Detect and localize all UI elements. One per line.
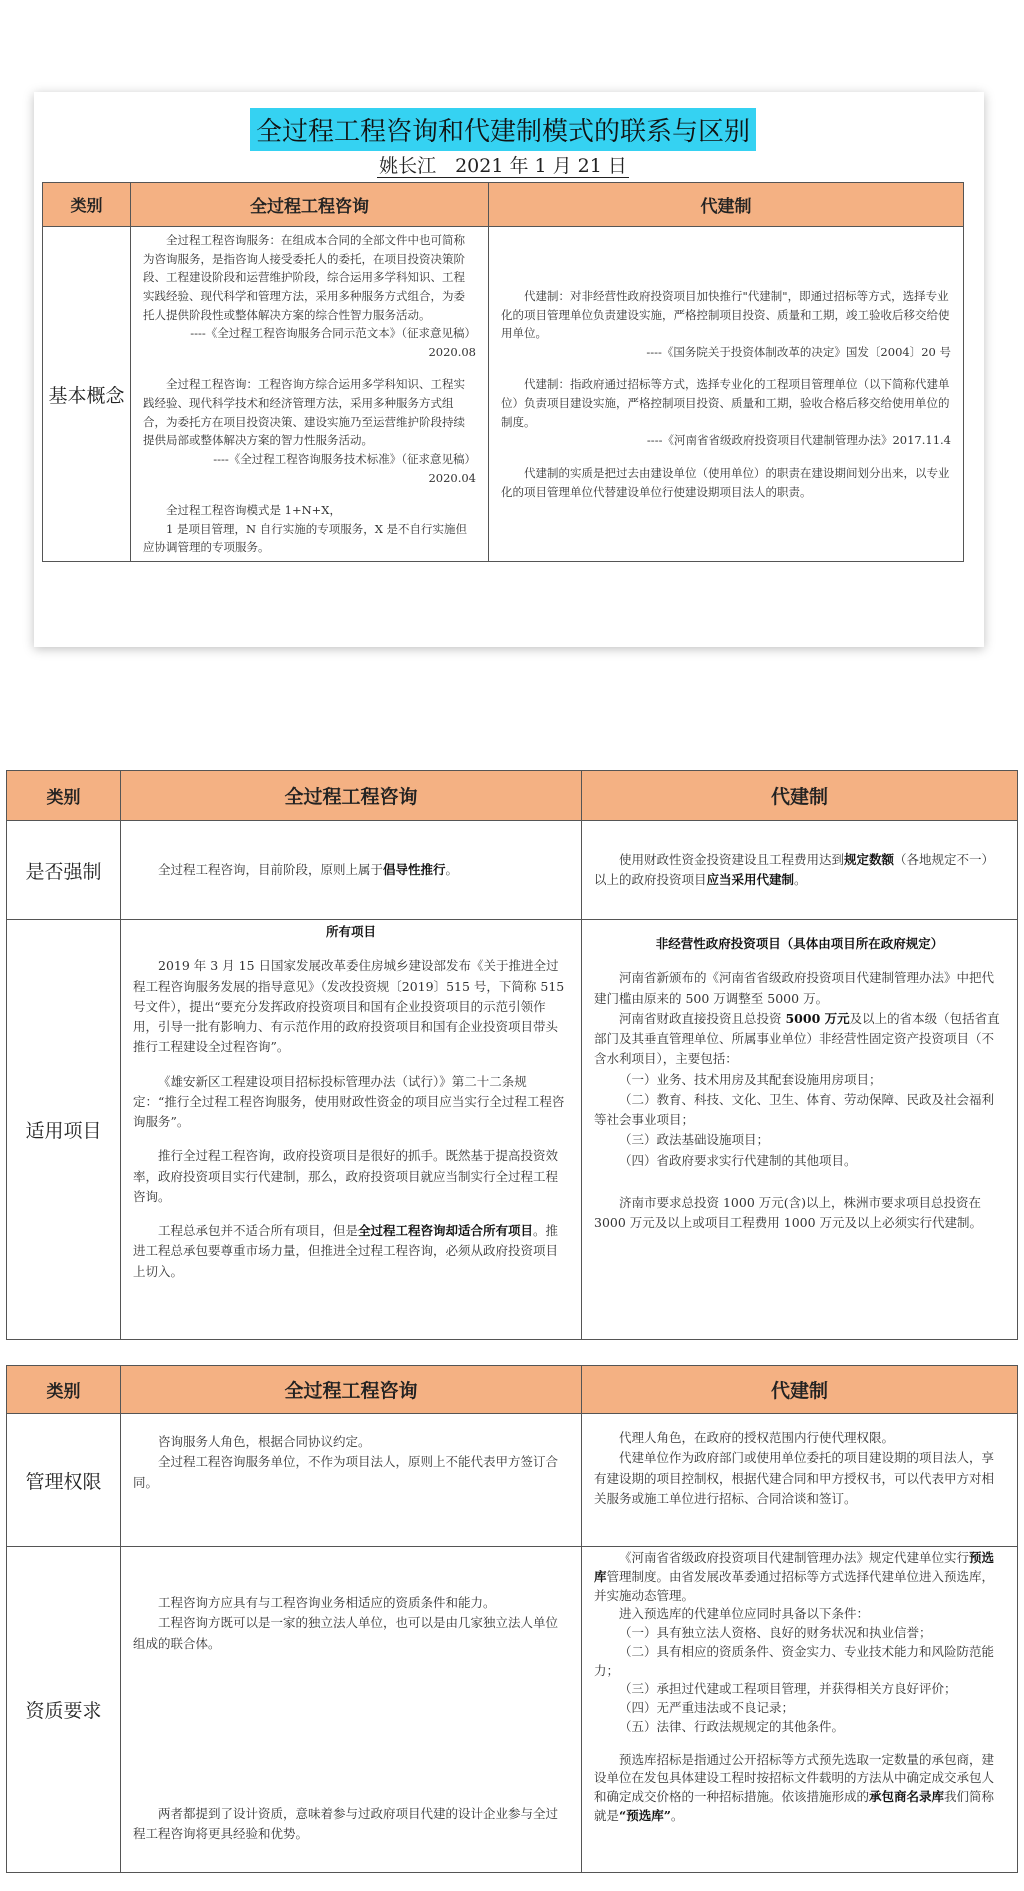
bold-text: 承包商名录库: [869, 1789, 945, 1804]
scope-agent: [582, 920, 1018, 1340]
list-item: （一）业务、技术用房及其配套设施用房项目；: [619, 1071, 882, 1087]
paragraph: 代建制：对非经营性政府投资项目加快推行"代建制"，即通过招标等方式，选择专业化的项目管理单位负责建设实施，严格控制项目投资、质量和工期，竣工验收后移交给使用单位。: [501, 288, 950, 341]
text: 及以上的省本级（包括省直部门及其垂直管理单位、所属事业单位）非经营性固定资产投资项目（不含水利项目），主要包括：: [594, 1010, 1000, 1067]
header-consulting: 全过程工程咨询: [121, 1366, 582, 1414]
basic-concept-consulting: [131, 227, 489, 562]
bold-text: “预选库”: [619, 1807, 671, 1823]
paragraph: 进入预选库的代建单位应同时具备以下条件：: [619, 1606, 870, 1622]
list-item: （五）法律、行政法规规定的其他条件。: [619, 1718, 845, 1734]
comparison-table-3: [6, 1365, 1018, 1873]
text: 。推进工程总承包要尊重市场力量，但推进全过程工程咨询，必须从政府投资项目上切入。: [133, 1223, 559, 1279]
text: 河南省财政直接投资且总投资: [619, 1010, 786, 1026]
table-row: [43, 227, 964, 562]
table-row: [7, 1414, 1018, 1547]
authority-agent: [582, 1414, 1018, 1547]
text: 管理制度。由省发展改革委通过招标等方式选择代建单位进入预选库，并实施动态管理。: [594, 1568, 995, 1603]
list-item: （三）政法基础设施项目；: [619, 1132, 770, 1148]
category-qualification: 资质要求: [7, 1547, 121, 1873]
document-title: 全过程工程咨询和代建制模式的联系与区别: [250, 108, 756, 151]
text: 。: [445, 861, 459, 877]
mandatory-agent: [582, 821, 1018, 920]
header-category: 类别: [43, 183, 131, 227]
paragraph: 全过程工程咨询模式是 1+N+X，: [166, 503, 341, 518]
paragraph: 全过程工程咨询：工程咨询方综合运用多学科知识、工程实践经验、现代科学技术和经济管理方法，采用多种服务方式组合，为委托方在项目投资决策、建设实施乃至运营维护阶段持续提供局部或整体解决方案的智力性服务活动。: [143, 377, 465, 448]
mandatory-consulting: [121, 821, 582, 920]
header-consulting: 全过程工程咨询: [121, 771, 582, 821]
header-category: 类别: [7, 1366, 121, 1414]
list-item: （三）承担过代建或工程项目管理，并获得相关方良好评价；: [619, 1681, 957, 1697]
citation: ----《国务院关于投资体制改革的决定》国发〔2004〕20 号: [646, 344, 951, 359]
header-row: [43, 183, 964, 227]
list-item: （一）具有独立法人资格、良好的财务状况和执业信誉；: [619, 1625, 932, 1640]
list-item: （二）教育、科技、文化、卫生、体育、劳动保障、民政及社会福利等社会事业项目；: [594, 1091, 995, 1127]
text: 全过程工程咨询，目前阶段，原则上属于: [158, 861, 384, 877]
text: （各地规定不一）以上的政府投资项目: [594, 851, 995, 887]
citation: ----《河南省省级政府投资项目代建制管理办法》2017.11.4: [646, 433, 951, 448]
text: 。: [794, 872, 807, 887]
category-basic-concept: 基本概念: [43, 227, 131, 562]
panel-authority-qualification: [6, 1365, 1018, 1873]
category-authority: 管理权限: [7, 1414, 121, 1547]
citation: ----《全过程工程咨询服务技术标准》（征求意见稿）2020.04: [213, 451, 476, 485]
text: 。: [670, 1807, 684, 1823]
header-row: [7, 1366, 1018, 1414]
table-row: [7, 1547, 1018, 1873]
paragraph: 工程咨询方应具有与工程咨询业务相适应的资质条件和能力。: [158, 1595, 496, 1610]
author-date: 姚长江 2021 年 1 月 21 日: [379, 155, 627, 177]
text: 《河南省省级政府投资项目代建制管理办法》规定代建单位实行: [619, 1550, 970, 1565]
scope-consulting: [121, 920, 582, 1340]
bold-text: 预选库: [594, 1550, 995, 1584]
paragraph: 代建单位作为政府部门或使用单位委托的项目建设期的项目法人，享有建设期的项目控制权，根据代建合同和甲方授权书，可以代表甲方对相关服务或施工单位进行招标、合同洽谈和签订。: [594, 1450, 995, 1506]
comparison-table-1: [42, 182, 964, 562]
authority-consulting: [121, 1414, 582, 1547]
category-mandatory: 是否强制: [7, 821, 121, 920]
text: 预选库招标是指通过公开招标等方式预先选取一定数量的承包商，建设单位在发包具体建设工程时按招标文件载明的方法从中确定成交承包人和确定成交价格的一种招标措施。依该措施形成的: [594, 1751, 995, 1804]
paragraph: 《雄安新区工程建设项目招标投标管理办法（试行）》第二十二条规定：“推行全过程工程咨询服务，使用财政性资金的项目应当实行全过程工程咨询服务”。: [133, 1073, 565, 1129]
text: 使用财政性资金投资建设且工程费用达到: [619, 851, 845, 867]
table-row: [7, 821, 1018, 920]
comparison-table-2: [6, 770, 1018, 1340]
bold-text: 全过程工程咨询却适合所有项目: [358, 1223, 534, 1238]
text: 工程总承包并不适合所有项目，但是: [158, 1223, 359, 1238]
list-item: （四）省政府要求实行代建制的其他项目。: [619, 1152, 857, 1168]
qualification-agent: [582, 1547, 1018, 1873]
paragraph: 2019 年 3 月 15 日国家发展改革委住房城乡建设部发布《关于推进全过程工程咨询服务发展的指导意见》（发改投资规〔2019〕515 号，下简称 515 号文件），提出“要充分发挥政府投资项目和国有企业投资项目的示范引领作用，引导一批有影响力、有示范作用的政府投资项目和国有企业投资项目带头推行工程建设全过程咨询”。: [133, 958, 565, 1055]
paragraph: 两者都提到了设计资质，意味着参与过政府项目代建的设计企业参与全过程工程咨询将更具经验和优势。: [133, 1805, 559, 1841]
scope-left-title: 所有项目: [325, 924, 376, 939]
list-item: （二）具有相应的资质条件、资金实力、专业技术能力和风险防范能力；: [594, 1643, 995, 1678]
bold-text: 倡导性推行: [383, 861, 446, 877]
paragraph: 咨询服务人角色，根据合同协议约定。: [158, 1434, 371, 1449]
bold-text: 规定数额: [844, 851, 895, 867]
scope-right-title: 非经营性政府投资项目（具体由项目所在政府规定）: [655, 936, 944, 951]
list-item: （四）无严重违法或不良记录；: [619, 1700, 795, 1715]
paragraph: 济南市要求总投资 1000 万元(含)以上，株洲市要求项目总投资在 3000 万元及以上或项目工程费用 1000 万元及以上必须实行代建制。: [594, 1194, 983, 1230]
header-agent: 代建制: [582, 1366, 1018, 1414]
panel-mandatory-scope: [6, 770, 1018, 1340]
text: 我们简称就是: [594, 1789, 995, 1823]
header-consulting: 全过程工程咨询: [131, 183, 489, 227]
paragraph: 1 是项目管理，N 自行实施的专项服务，X 是不自行实施但应协调管理的专项服务。: [143, 521, 468, 555]
citation: ----《全过程工程咨询服务合同示范文本》（征求意见稿）2020.08: [190, 326, 476, 359]
paragraph: 推行全过程工程咨询，政府投资项目是很好的抓手。既然基于提高投资效率，政府投资项目实行代建制，那么，政府投资项目就应当制实行全过程工程咨询。: [133, 1148, 559, 1204]
header-row: [7, 771, 1018, 821]
header-agent: 代建制: [582, 771, 1018, 821]
qualification-consulting: [121, 1547, 582, 1873]
paragraph: 代建制的实质是把过去由建设单位（使用单位）的职责在建设期间划分出来，以专业化的项目管理单位代替建设单位行使建设期项目法人的职责。: [501, 465, 950, 499]
paragraph: 全过程工程咨询服务单位，不作为项目法人，原则上不能代表甲方签订合同。: [133, 1454, 559, 1490]
bold-text: 5000 万元: [785, 1010, 850, 1026]
panel-basic-concept: [34, 92, 984, 647]
paragraph: 河南省新颁布的《河南省省级政府投资项目代建制管理办法》中把代建门槛由原来的 500 万调整至 5000 万。: [594, 970, 995, 1006]
basic-concept-agent: [489, 227, 964, 562]
paragraph: 全过程工程咨询服务：在组成本合同的全部文件中也可简称为咨询服务，是指咨询人接受委托人的委托，在项目投资决策阶段、工程建设阶段和运营维护阶段，综合运用多学科知识、工程实践经验、现代科学和管理方法，采用多种服务方式组合，为委托人提供阶段性或整体解决方案的综合性智力服务活动。: [143, 233, 465, 322]
table-row: [7, 920, 1018, 1340]
paragraph: 代建制：指政府通过招标等方式，选择专业化的工程项目管理单位（以下简称代建单位）负责项目建设实施，严格控制项目投资、质量和工期，验收合格后移交给使用单位的制度。: [501, 377, 950, 429]
header-category: 类别: [7, 771, 121, 821]
bold-text: 应当采用代建制: [706, 872, 795, 887]
header-agent: 代建制: [489, 183, 964, 227]
paragraph: 代理人角色，在政府的授权范围内行使代理权限。: [619, 1430, 895, 1445]
paragraph: 工程咨询方既可以是一家的独立法人单位，也可以是由几家独立法人单位组成的联合体。: [133, 1615, 559, 1651]
category-scope: 适用项目: [7, 920, 121, 1340]
